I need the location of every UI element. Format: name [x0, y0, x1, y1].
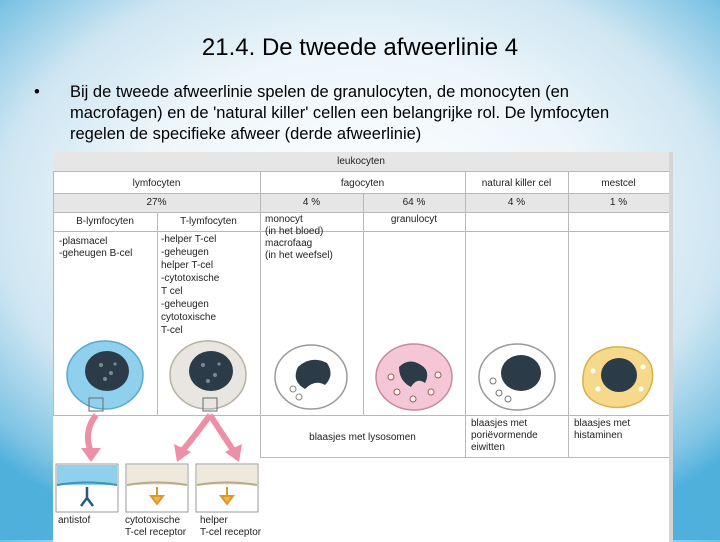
- label-helper-line: helper: [200, 515, 228, 526]
- t-cell-line: T cel: [161, 286, 183, 297]
- label-antistof: antistof: [58, 515, 91, 526]
- percent-mestcel: 1 %: [609, 197, 628, 208]
- group-lymfocyten: lymfocyten: [132, 178, 181, 189]
- monocyt-line: (in het weefsel): [265, 250, 333, 261]
- grid-line: [53, 193, 669, 194]
- helper-receptor-box: [196, 464, 258, 512]
- t-cell-line: T-cel: [161, 325, 183, 336]
- bullet-line: regelen de specifieke afweer (derde afweerlinie): [70, 125, 422, 143]
- percent-granulocyt: 64 %: [402, 197, 426, 208]
- grid-line: [53, 231, 669, 232]
- mast-cell-icon: [583, 347, 653, 408]
- group-mestcel: mestcel: [601, 178, 636, 189]
- slide-title: 21.4. De tweede afweerlinie 4: [201, 34, 519, 61]
- t-cell-line: -geheugen: [161, 247, 209, 258]
- t-cell-line: -helper T-cel: [161, 234, 217, 245]
- grid-line: [53, 212, 669, 213]
- group-fagocyten: fagocyten: [340, 178, 385, 189]
- b-cell-icon: [67, 341, 143, 411]
- monocyt-line: macrofaag: [265, 238, 313, 249]
- group-natural-killer: natural killer cel: [481, 178, 552, 189]
- subtype-b-lymfocyten: B-lymfocyten: [76, 216, 134, 227]
- subtype-t-lymfocyten: T-lymfocyten: [180, 216, 237, 227]
- bullet-line: Bij de tweede afweerlinie spelen de granulocyten, de monocyten (en: [70, 83, 569, 101]
- header-leukocyten: leukocyten: [337, 156, 385, 167]
- subtype-granulocyt: granulocyt: [390, 214, 438, 225]
- leukocyte-figure: [53, 152, 673, 542]
- label-cytotoxic-line: T-cel receptor: [125, 527, 187, 538]
- cytotoxic-receptor-box: [126, 464, 188, 512]
- label-mest-line: blaasjes met: [574, 418, 631, 429]
- bullet-text: [70, 82, 690, 145]
- nk-cell-icon: [479, 344, 555, 410]
- percent-lymfocyten: 27%: [146, 197, 167, 208]
- monocyte-icon: [275, 345, 347, 409]
- label-mest-line: histaminen: [574, 430, 623, 441]
- b-cell-line: -plasmacel: [59, 236, 108, 247]
- t-cell-icon: [170, 341, 246, 411]
- label-cytotoxic-line: cytotoxische: [125, 515, 181, 526]
- label-nk-line: poriëvormende: [471, 430, 538, 441]
- t-cell-line: -geheugen: [161, 299, 209, 310]
- granulocyte-icon: [376, 344, 452, 410]
- t-cell-line: helper T-cel: [161, 260, 214, 271]
- bullet-line: macrofagen) en de 'natural killer' cellen een belangrijke rol. De lymfocyten: [70, 104, 610, 122]
- monocyt-line: (in het bloed): [265, 226, 324, 237]
- label-nk-line: eiwitten: [471, 442, 505, 453]
- percent-monocyt: 4 %: [302, 197, 321, 208]
- bullet-dot: •: [34, 83, 40, 101]
- label-helper-line: T-cel receptor: [200, 527, 262, 538]
- grid-line: [53, 171, 669, 172]
- monocyt-line: monocyt: [265, 214, 303, 225]
- antistof-box: [56, 464, 118, 512]
- b-cell-line: -geheugen B-cel: [59, 248, 133, 259]
- percent-natural-killer: 4 %: [507, 197, 526, 208]
- label-nk-line: blaasjes met: [471, 418, 528, 429]
- t-cell-line: cytotoxische: [161, 312, 217, 323]
- t-cell-line: -cytotoxische: [161, 273, 220, 284]
- label-lysosomen: blaasjes met lysosomen: [309, 432, 416, 443]
